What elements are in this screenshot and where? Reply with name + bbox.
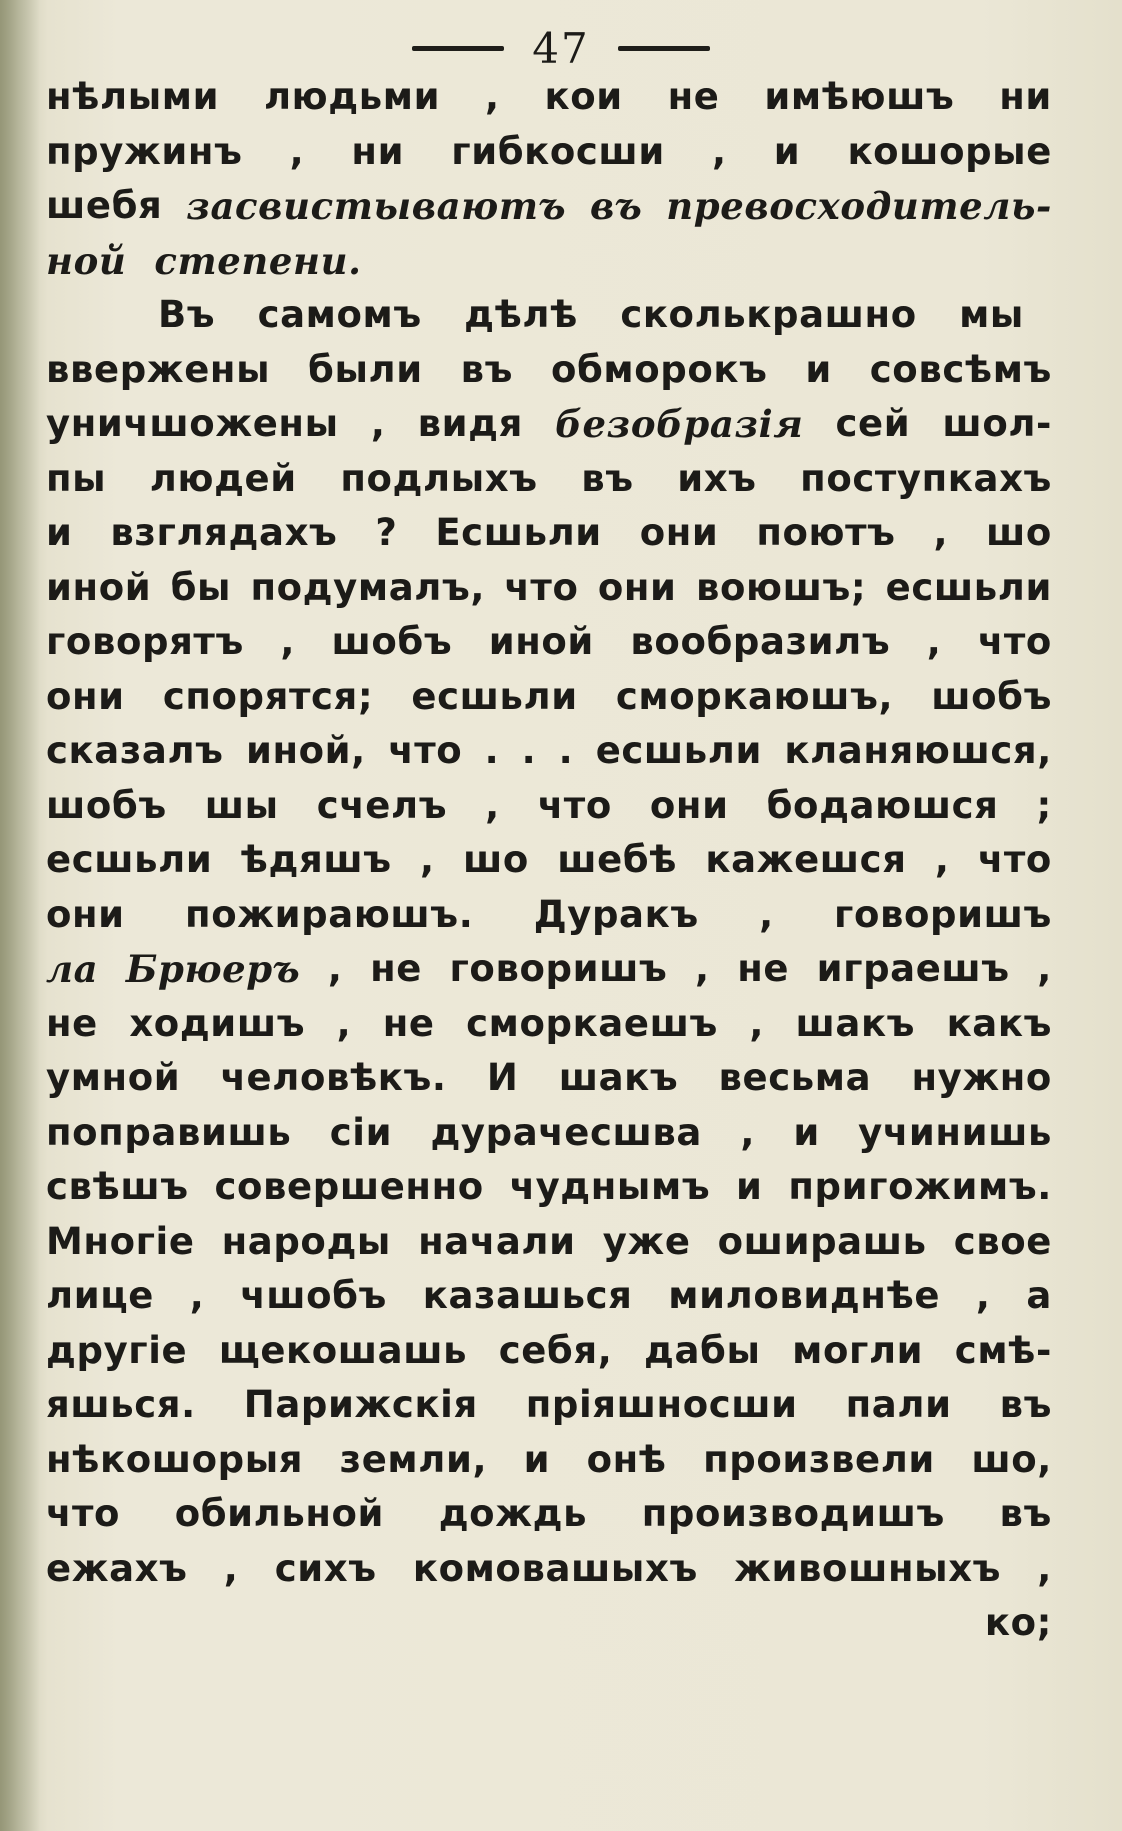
word: въ bbox=[581, 456, 634, 500]
word: Въ bbox=[158, 293, 216, 336]
word: не bbox=[46, 1001, 98, 1045]
word: что bbox=[46, 1492, 121, 1535]
word: уничшожены bbox=[46, 402, 339, 445]
word: оширашь bbox=[717, 1219, 927, 1263]
word: пригожимъ. bbox=[788, 1165, 1052, 1208]
word: дѣлѣ bbox=[464, 293, 578, 336]
word: сіи bbox=[329, 1110, 393, 1154]
word: и bbox=[46, 511, 73, 554]
word: бодаюшся bbox=[766, 783, 999, 827]
word: чшобъ bbox=[240, 1274, 387, 1317]
word: могли bbox=[792, 1328, 924, 1372]
word: дождь bbox=[438, 1492, 588, 1535]
word: сей bbox=[835, 402, 911, 445]
word: ко; bbox=[984, 1601, 1052, 1644]
word: поправишь bbox=[46, 1110, 292, 1154]
word: пы bbox=[46, 456, 107, 500]
word: нѣкошорыя bbox=[46, 1437, 304, 1481]
word: и bbox=[805, 347, 832, 391]
word: себя, bbox=[498, 1328, 613, 1372]
word: ихъ bbox=[677, 456, 757, 500]
word: иной bbox=[46, 565, 152, 609]
word: видя bbox=[417, 402, 523, 445]
word: , bbox=[975, 1274, 991, 1317]
word: а bbox=[1026, 1274, 1052, 1317]
word: свое bbox=[953, 1219, 1052, 1263]
word: другіе bbox=[46, 1328, 188, 1372]
word: , bbox=[289, 129, 305, 173]
header-rule-left bbox=[412, 46, 504, 51]
word: , bbox=[485, 783, 500, 827]
word: что bbox=[504, 565, 579, 609]
word: , bbox=[711, 129, 727, 173]
binding-gutter bbox=[0, 0, 40, 1831]
word: шо bbox=[462, 838, 529, 881]
word: яшься. bbox=[46, 1383, 196, 1426]
word: совсѣмъ bbox=[869, 347, 1052, 391]
word: пожираюшъ. bbox=[185, 892, 474, 936]
word: шебя bbox=[46, 184, 163, 227]
word: живошныхъ bbox=[734, 1546, 1002, 1590]
word: что bbox=[977, 620, 1052, 663]
word: ной bbox=[46, 238, 127, 283]
word: есшьли bbox=[46, 838, 213, 881]
word: шы bbox=[204, 783, 279, 827]
word: , bbox=[223, 1546, 239, 1590]
word: бы bbox=[170, 565, 232, 609]
word: уже bbox=[602, 1219, 691, 1263]
word: , bbox=[749, 1001, 765, 1045]
word: ходишъ bbox=[129, 1001, 306, 1045]
word: кошорые bbox=[847, 129, 1052, 173]
word: счелъ bbox=[316, 783, 448, 827]
word: людей bbox=[149, 456, 297, 500]
word: онѣ bbox=[586, 1437, 667, 1481]
word: и bbox=[773, 129, 801, 173]
text-line bbox=[46, 779, 1052, 834]
word: иной, bbox=[245, 729, 366, 772]
text-line bbox=[46, 397, 1052, 452]
text-line bbox=[46, 1596, 1052, 1651]
text-line bbox=[46, 561, 1052, 616]
word: что bbox=[977, 838, 1052, 881]
text-line bbox=[46, 125, 1052, 180]
text-line bbox=[46, 234, 1052, 289]
word: гибкосши bbox=[451, 129, 665, 173]
word: поютъ bbox=[756, 511, 896, 554]
word: сказалъ bbox=[46, 729, 224, 772]
word: казашься bbox=[422, 1274, 633, 1317]
word: взглядахъ bbox=[110, 511, 338, 554]
word: не bbox=[667, 75, 720, 118]
word: дурачесшва bbox=[430, 1110, 702, 1154]
word: безобразія bbox=[555, 402, 804, 446]
word: лице bbox=[46, 1274, 154, 1317]
text-line bbox=[46, 1215, 1052, 1270]
page-header bbox=[0, 18, 1122, 78]
text-line bbox=[46, 1542, 1052, 1597]
word: превосходитель- bbox=[666, 184, 1052, 228]
word: въ bbox=[999, 1383, 1052, 1426]
text-line bbox=[46, 997, 1052, 1052]
word: , bbox=[1037, 947, 1052, 990]
text-line bbox=[46, 724, 1052, 779]
body-text bbox=[46, 70, 1052, 1651]
word: въ bbox=[999, 1492, 1052, 1535]
word: и bbox=[793, 1110, 820, 1154]
word: . bbox=[484, 729, 500, 772]
word: , bbox=[336, 1001, 352, 1045]
word: говоришъ bbox=[449, 947, 668, 990]
word: смѣ- bbox=[954, 1328, 1052, 1372]
word: вообразилъ bbox=[630, 620, 891, 663]
word: . bbox=[521, 729, 537, 772]
word: спорятся; bbox=[162, 674, 374, 718]
word: шо, bbox=[971, 1437, 1052, 1481]
word: умной bbox=[46, 1056, 181, 1099]
word: пріяшносши bbox=[525, 1383, 798, 1426]
word: чуднымъ bbox=[509, 1165, 711, 1208]
word: учинишь bbox=[858, 1110, 1052, 1154]
word: мы bbox=[959, 293, 1024, 336]
word: есшьли bbox=[595, 729, 763, 772]
word: обильной bbox=[174, 1492, 385, 1535]
text-line bbox=[46, 506, 1052, 561]
text-line bbox=[46, 942, 1052, 997]
word: они bbox=[46, 892, 125, 936]
word: что bbox=[388, 729, 463, 772]
word: шол- bbox=[942, 402, 1052, 445]
word: говорятъ bbox=[46, 620, 244, 663]
word: какъ bbox=[946, 1001, 1052, 1045]
word: кланяюшся, bbox=[784, 729, 1052, 772]
word: они bbox=[649, 783, 729, 827]
word: ежахъ bbox=[46, 1546, 188, 1590]
word: подумалъ, bbox=[250, 565, 486, 609]
word: шакъ bbox=[558, 1056, 679, 1099]
word: , bbox=[484, 75, 500, 118]
word: поступкахъ bbox=[800, 456, 1052, 500]
word: шобъ bbox=[331, 620, 453, 663]
text-line bbox=[46, 1433, 1052, 1488]
word: шебѣ bbox=[557, 838, 678, 881]
word: шо bbox=[985, 511, 1052, 554]
word: , bbox=[694, 947, 710, 990]
text-line bbox=[46, 343, 1052, 398]
word: комовашыхъ bbox=[412, 1546, 698, 1590]
word: Парижскія bbox=[243, 1383, 478, 1426]
word: человѣкъ. bbox=[220, 1056, 447, 1099]
word: засвистываютъ bbox=[186, 184, 567, 228]
word: , bbox=[934, 838, 950, 881]
word: земли, bbox=[339, 1437, 488, 1481]
word: Дуракъ bbox=[533, 892, 699, 936]
word: людьми bbox=[263, 75, 441, 118]
text-line bbox=[46, 452, 1052, 507]
word: они bbox=[597, 565, 677, 609]
word: были bbox=[308, 347, 423, 391]
word: , bbox=[1037, 1546, 1052, 1590]
word: ни bbox=[999, 75, 1052, 118]
text-line bbox=[46, 1269, 1052, 1324]
word: Брюеръ bbox=[125, 947, 301, 991]
word: что bbox=[537, 783, 612, 827]
word: обморокъ bbox=[550, 347, 768, 391]
word: они bbox=[46, 674, 125, 718]
word: , bbox=[189, 1274, 205, 1317]
word: кои bbox=[544, 75, 623, 118]
word: шобъ bbox=[931, 674, 1052, 718]
text-line bbox=[46, 1324, 1052, 1379]
word: , bbox=[740, 1110, 755, 1154]
word: ѣдяшъ bbox=[240, 838, 392, 881]
word: сихъ bbox=[274, 1546, 377, 1590]
word: ; bbox=[1036, 783, 1052, 827]
word: , bbox=[419, 838, 435, 881]
word: не bbox=[382, 1001, 435, 1045]
word: . bbox=[558, 729, 574, 772]
word: пали bbox=[845, 1383, 952, 1426]
word: Многіе bbox=[46, 1219, 195, 1263]
word: , bbox=[933, 511, 949, 554]
word: и bbox=[736, 1165, 763, 1208]
text-line bbox=[46, 179, 1052, 234]
word: говоришъ bbox=[834, 892, 1052, 936]
text-line bbox=[46, 670, 1052, 725]
word: начали bbox=[418, 1219, 576, 1263]
word: не bbox=[370, 947, 422, 990]
word: ни bbox=[351, 129, 405, 173]
word: весьма bbox=[718, 1056, 872, 1099]
word: , bbox=[926, 620, 942, 663]
text-line bbox=[46, 888, 1052, 943]
word: пружинъ bbox=[46, 129, 243, 173]
text-line bbox=[46, 1487, 1052, 1542]
word: производишъ bbox=[641, 1492, 945, 1535]
word: шакъ bbox=[795, 1001, 916, 1045]
word: сморкаешъ bbox=[466, 1001, 718, 1045]
word: ? bbox=[375, 511, 398, 554]
word: имѣюшъ bbox=[764, 75, 955, 118]
word: , bbox=[280, 620, 296, 663]
word: свѣшъ bbox=[46, 1165, 189, 1208]
text-line bbox=[46, 1106, 1052, 1161]
word: нужно bbox=[911, 1056, 1052, 1099]
word: иной bbox=[488, 620, 594, 663]
word: миловиднѣе bbox=[668, 1274, 941, 1317]
word: , bbox=[370, 402, 386, 445]
header-rule-right bbox=[618, 46, 710, 51]
word: щекошашь bbox=[218, 1328, 468, 1372]
word: играешъ bbox=[816, 947, 1010, 990]
word: , bbox=[759, 892, 774, 936]
word: есшьли bbox=[411, 674, 578, 718]
word: въ bbox=[589, 184, 643, 228]
text-line bbox=[46, 615, 1052, 670]
word: Есшьли bbox=[435, 511, 602, 554]
word: , bbox=[327, 947, 343, 990]
word: шобъ bbox=[46, 783, 167, 827]
word: подлыхъ bbox=[340, 456, 538, 500]
page-number: 47 bbox=[532, 23, 590, 73]
word: сморкаюшъ, bbox=[615, 674, 894, 718]
word: есшьли bbox=[885, 565, 1052, 609]
word: степени. bbox=[154, 238, 362, 283]
text-line bbox=[46, 1160, 1052, 1215]
word: самомъ bbox=[257, 293, 422, 336]
word: не bbox=[737, 947, 790, 990]
word: ввержены bbox=[46, 347, 271, 391]
text-line bbox=[46, 833, 1052, 888]
word: кажешся bbox=[705, 838, 907, 881]
word: въ bbox=[460, 347, 514, 391]
word: они bbox=[639, 511, 719, 554]
word: дабы bbox=[644, 1328, 761, 1372]
word: ла bbox=[46, 947, 99, 991]
word: народы bbox=[221, 1219, 391, 1263]
text-line bbox=[46, 70, 1052, 125]
word: нѣлыми bbox=[46, 75, 220, 118]
word: произвели bbox=[703, 1437, 935, 1481]
word: воюшъ; bbox=[695, 565, 867, 609]
word: сколькрашно bbox=[620, 293, 917, 336]
word: совершенно bbox=[214, 1165, 484, 1208]
word: и bbox=[523, 1437, 551, 1481]
text-line bbox=[46, 1051, 1052, 1106]
text-line bbox=[46, 288, 1052, 343]
text-line bbox=[46, 1378, 1052, 1433]
word: И bbox=[486, 1056, 519, 1099]
